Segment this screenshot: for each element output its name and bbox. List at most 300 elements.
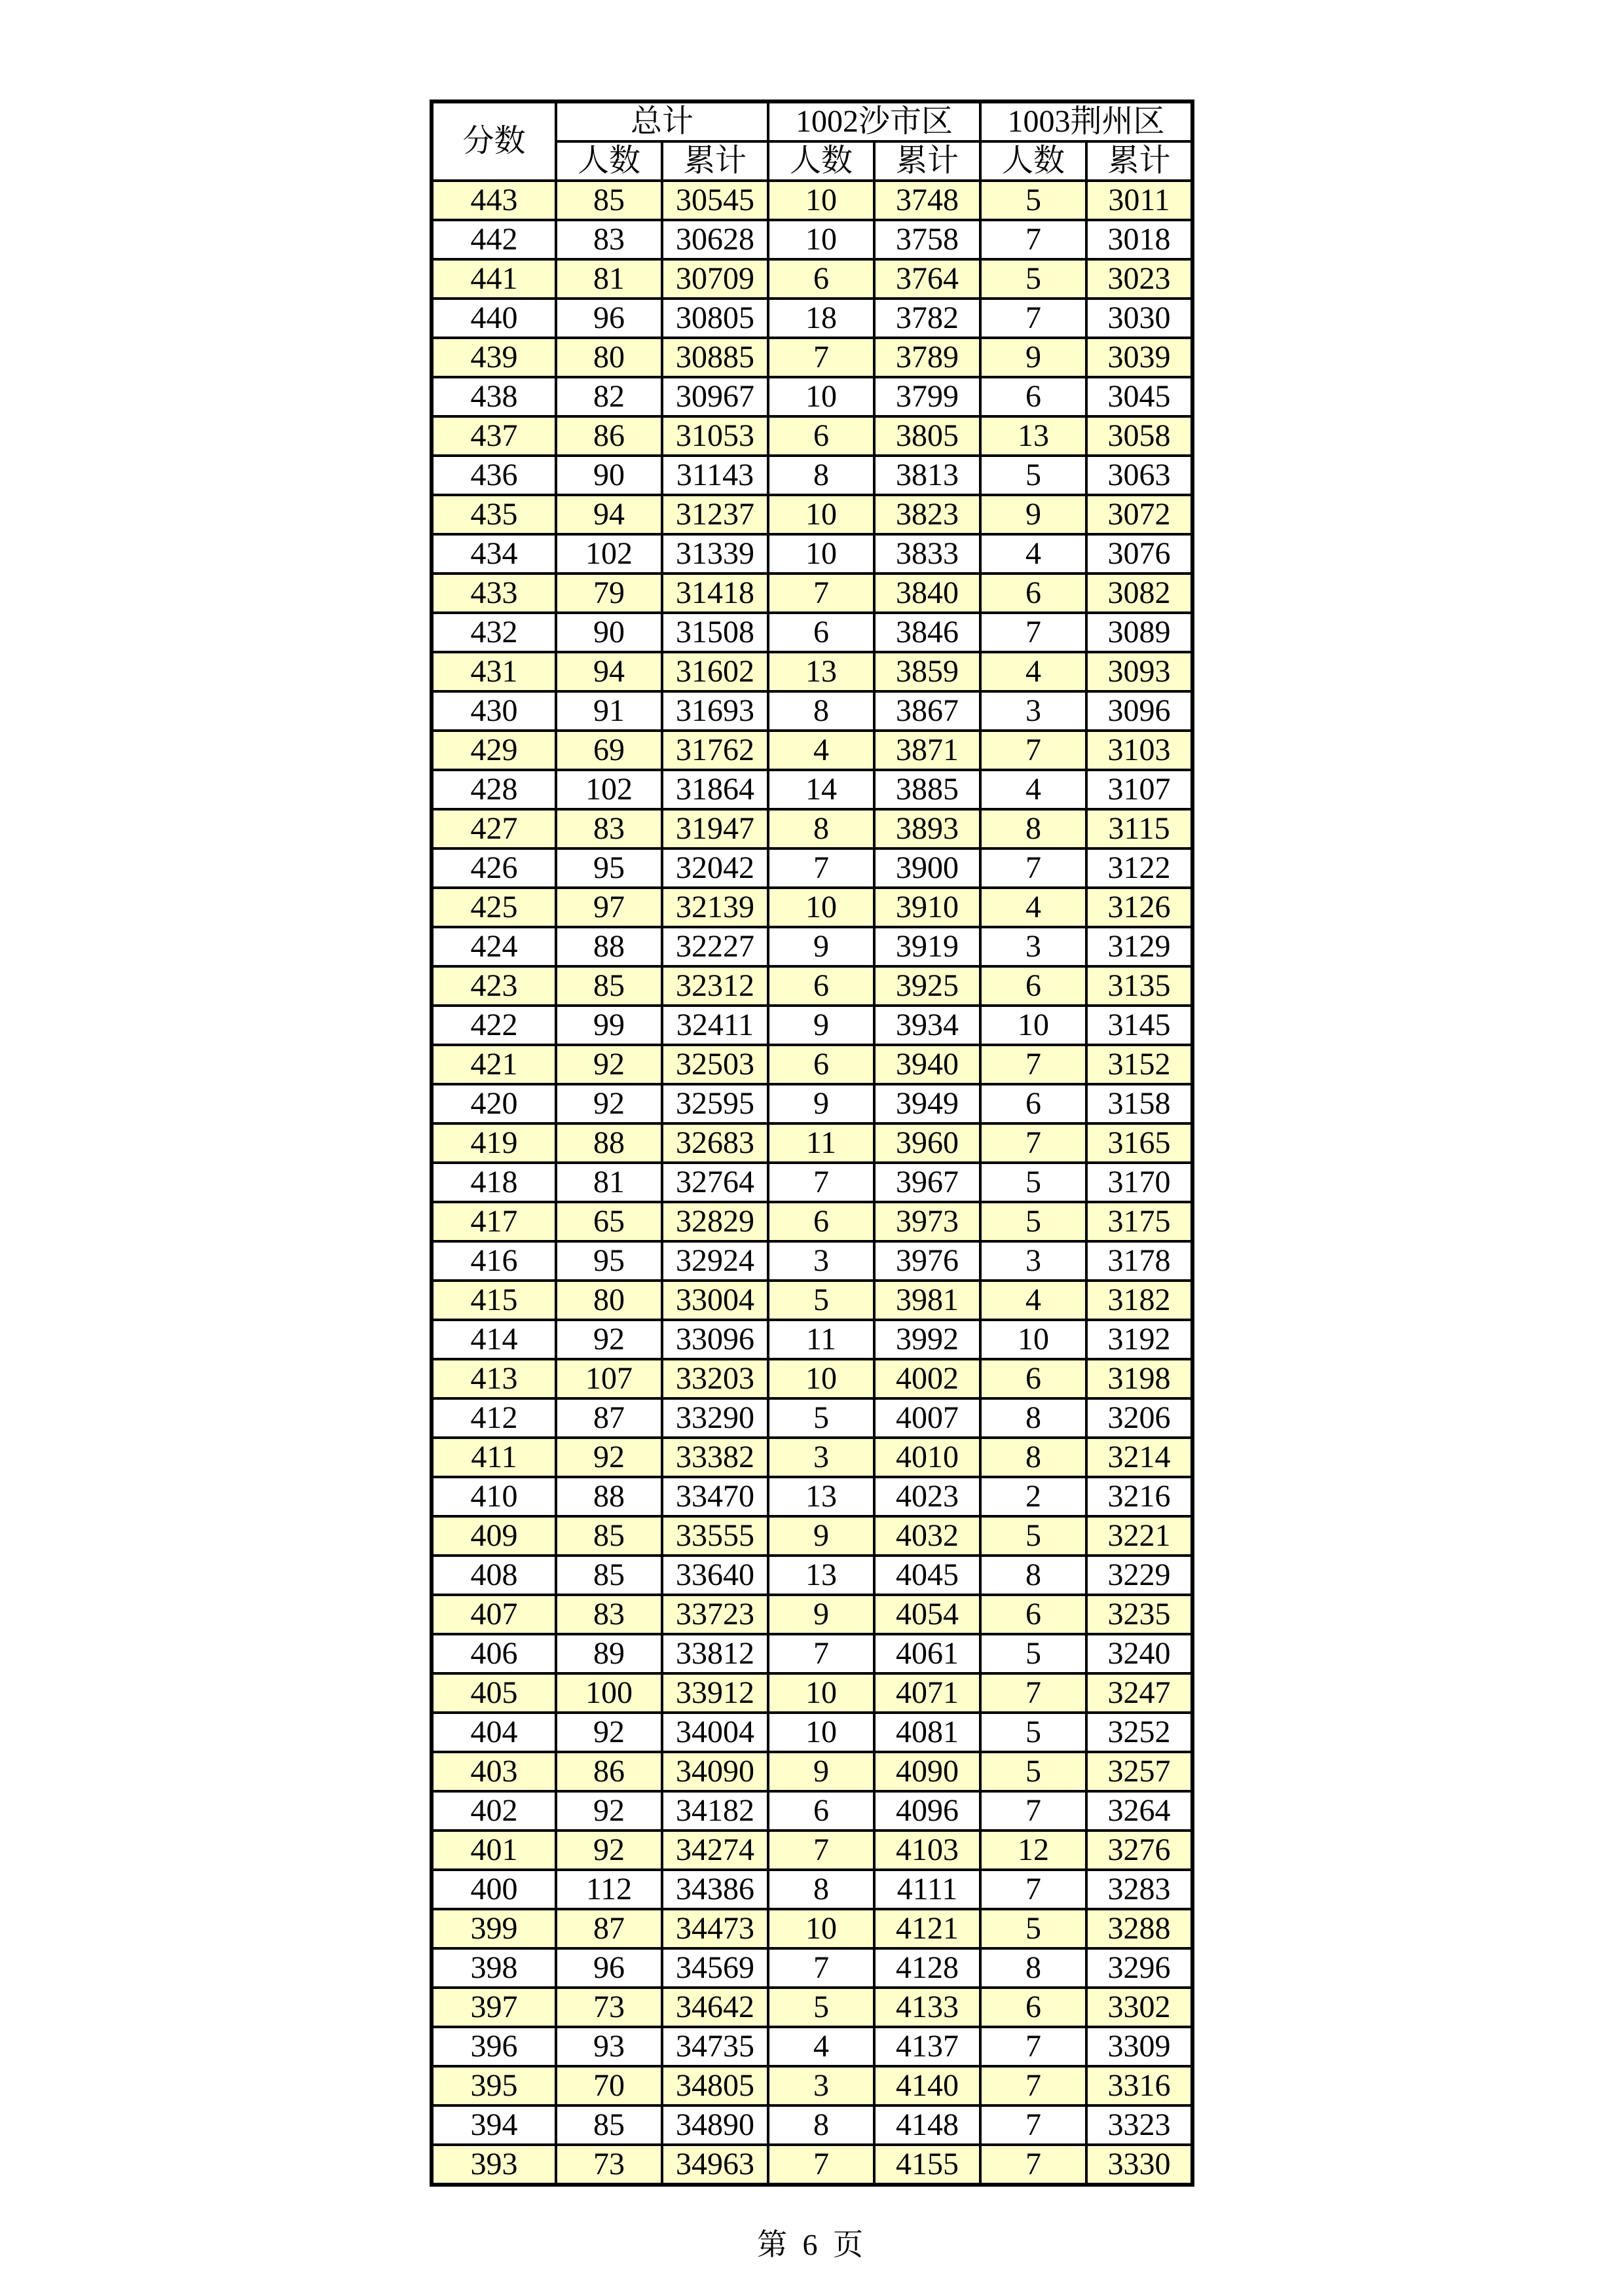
cell-shashi-cumulative: 3846 (874, 613, 980, 652)
cell-jingzhou-cumulative: 3276 (1086, 1831, 1192, 1870)
cell-total-count: 69 (556, 731, 662, 770)
cell-jingzhou-count: 12 (980, 1831, 1086, 1870)
cell-score: 395 (432, 2066, 556, 2105)
table-row (432, 377, 1192, 416)
cell-total-count: 86 (556, 416, 662, 456)
cell-score: 424 (432, 927, 556, 966)
cell-shashi-cumulative: 3748 (874, 181, 980, 220)
cell-score: 397 (432, 1988, 556, 2027)
table-header (432, 101, 1192, 181)
cell-jingzhou-cumulative: 3158 (1086, 1084, 1192, 1123)
cell-score: 405 (432, 1673, 556, 1713)
cell-shashi-count: 13 (768, 652, 874, 691)
cell-shashi-cumulative: 4071 (874, 1673, 980, 1713)
cell-jingzhou-count: 7 (980, 2105, 1086, 2145)
cell-shashi-cumulative: 3799 (874, 377, 980, 416)
cell-jingzhou-count: 5 (980, 1163, 1086, 1202)
cell-shashi-cumulative: 3805 (874, 416, 980, 456)
cell-score: 393 (432, 2145, 556, 2185)
cell-shashi-count: 6 (768, 259, 874, 299)
cell-shashi-count: 13 (768, 1477, 874, 1516)
cell-jingzhou-cumulative: 3072 (1086, 495, 1192, 534)
header-group-jingzhou-district: 1003荆州区 (980, 101, 1192, 141)
cell-score: 415 (432, 1281, 556, 1320)
cell-total-count: 70 (556, 2066, 662, 2105)
cell-score: 439 (432, 338, 556, 377)
cell-jingzhou-count: 7 (980, 848, 1086, 888)
cell-shashi-cumulative: 3840 (874, 574, 980, 613)
cell-jingzhou-count: 7 (980, 1791, 1086, 1831)
cell-total-cumulative: 32227 (662, 927, 768, 966)
cell-score: 402 (432, 1791, 556, 1831)
cell-jingzhou-count: 7 (980, 2027, 1086, 2066)
cell-jingzhou-cumulative: 3323 (1086, 2105, 1192, 2145)
table-row (432, 1006, 1192, 1045)
table-row (432, 220, 1192, 259)
cell-jingzhou-count: 6 (980, 574, 1086, 613)
cell-shashi-count: 10 (768, 888, 874, 927)
cell-shashi-count: 10 (768, 220, 874, 259)
cell-jingzhou-cumulative: 3206 (1086, 1398, 1192, 1438)
cell-total-cumulative: 30805 (662, 299, 768, 338)
cell-shashi-count: 7 (768, 1948, 874, 1988)
cell-jingzhou-count: 5 (980, 259, 1086, 299)
cell-score: 407 (432, 1595, 556, 1634)
cell-shashi-cumulative: 4111 (874, 1870, 980, 1909)
cell-total-cumulative: 34963 (662, 2145, 768, 2185)
cell-score: 428 (432, 770, 556, 809)
cell-shashi-count: 6 (768, 613, 874, 652)
cell-total-count: 88 (556, 1477, 662, 1516)
cell-jingzhou-count: 5 (980, 456, 1086, 495)
cell-jingzhou-count: 6 (980, 966, 1086, 1006)
cell-shashi-cumulative: 3758 (874, 220, 980, 259)
cell-total-cumulative: 34569 (662, 1948, 768, 1988)
cell-shashi-cumulative: 3934 (874, 1006, 980, 1045)
cell-jingzhou-cumulative: 3115 (1086, 809, 1192, 848)
cell-total-count: 85 (556, 181, 662, 220)
table-row (432, 1516, 1192, 1556)
cell-total-cumulative: 34890 (662, 2105, 768, 2145)
table-row (432, 927, 1192, 966)
table-row (432, 848, 1192, 888)
cell-jingzhou-count: 7 (980, 220, 1086, 259)
cell-shashi-cumulative: 3764 (874, 259, 980, 299)
cell-total-count: 112 (556, 1870, 662, 1909)
cell-jingzhou-cumulative: 3192 (1086, 1320, 1192, 1359)
cell-shashi-cumulative: 4010 (874, 1438, 980, 1477)
cell-jingzhou-cumulative: 3175 (1086, 1202, 1192, 1241)
cell-jingzhou-count: 4 (980, 888, 1086, 927)
cell-jingzhou-cumulative: 3082 (1086, 574, 1192, 613)
cell-jingzhou-count: 7 (980, 299, 1086, 338)
cell-jingzhou-count: 7 (980, 613, 1086, 652)
table-row (432, 2066, 1192, 2105)
cell-jingzhou-count: 5 (980, 181, 1086, 220)
cell-shashi-cumulative: 4140 (874, 2066, 980, 2105)
cell-jingzhou-count: 10 (980, 1006, 1086, 1045)
cell-jingzhou-count: 4 (980, 652, 1086, 691)
cell-shashi-count: 9 (768, 1516, 874, 1556)
cell-jingzhou-cumulative: 3096 (1086, 691, 1192, 731)
cell-jingzhou-count: 5 (980, 1909, 1086, 1948)
cell-shashi-count: 6 (768, 1791, 874, 1831)
cell-total-count: 97 (556, 888, 662, 927)
cell-total-cumulative: 32595 (662, 1084, 768, 1123)
cell-jingzhou-cumulative: 3058 (1086, 416, 1192, 456)
table-row (432, 966, 1192, 1006)
header-total-count: 人数 (556, 141, 662, 181)
cell-shashi-count: 10 (768, 181, 874, 220)
cell-score: 420 (432, 1084, 556, 1123)
cell-shashi-count: 3 (768, 2066, 874, 2105)
cell-shashi-cumulative: 3859 (874, 652, 980, 691)
cell-total-count: 83 (556, 220, 662, 259)
cell-total-count: 88 (556, 927, 662, 966)
cell-total-count: 99 (556, 1006, 662, 1045)
table-row (432, 456, 1192, 495)
cell-jingzhou-count: 4 (980, 1281, 1086, 1320)
cell-score: 421 (432, 1045, 556, 1084)
cell-shashi-count: 7 (768, 2145, 874, 2185)
cell-shashi-count: 11 (768, 1320, 874, 1359)
cell-score: 423 (432, 966, 556, 1006)
cell-total-cumulative: 32042 (662, 848, 768, 888)
cell-total-count: 96 (556, 299, 662, 338)
cell-shashi-count: 9 (768, 1595, 874, 1634)
cell-jingzhou-cumulative: 3170 (1086, 1163, 1192, 1202)
table-row (432, 1791, 1192, 1831)
cell-score: 418 (432, 1163, 556, 1202)
cell-total-count: 92 (556, 1084, 662, 1123)
cell-shashi-cumulative: 3981 (874, 1281, 980, 1320)
cell-total-cumulative: 32312 (662, 966, 768, 1006)
cell-score: 432 (432, 613, 556, 652)
cell-total-cumulative: 34473 (662, 1909, 768, 1948)
cell-shashi-cumulative: 3976 (874, 1241, 980, 1281)
cell-total-count: 87 (556, 1909, 662, 1948)
table-row (432, 1595, 1192, 1634)
cell-total-cumulative: 33812 (662, 1634, 768, 1673)
cell-total-cumulative: 30709 (662, 259, 768, 299)
cell-shashi-cumulative: 3960 (874, 1123, 980, 1163)
table-row (432, 1320, 1192, 1359)
cell-jingzhou-count: 7 (980, 1673, 1086, 1713)
cell-score: 398 (432, 1948, 556, 1988)
cell-shashi-cumulative: 3789 (874, 338, 980, 377)
cell-jingzhou-cumulative: 3011 (1086, 181, 1192, 220)
cell-total-count: 94 (556, 495, 662, 534)
cell-total-cumulative: 34274 (662, 1831, 768, 1870)
cell-score: 443 (432, 181, 556, 220)
table-row (432, 1673, 1192, 1713)
cell-total-cumulative: 33096 (662, 1320, 768, 1359)
cell-shashi-cumulative: 3833 (874, 534, 980, 574)
cell-shashi-count: 5 (768, 1398, 874, 1438)
cell-jingzhou-cumulative: 3063 (1086, 456, 1192, 495)
cell-jingzhou-count: 3 (980, 691, 1086, 731)
cell-jingzhou-cumulative: 3198 (1086, 1359, 1192, 1398)
cell-total-cumulative: 34735 (662, 2027, 768, 2066)
cell-shashi-cumulative: 4007 (874, 1398, 980, 1438)
cell-jingzhou-cumulative: 3247 (1086, 1673, 1192, 1713)
cell-score: 433 (432, 574, 556, 613)
cell-jingzhou-cumulative: 3214 (1086, 1438, 1192, 1477)
cell-shashi-cumulative: 4148 (874, 2105, 980, 2145)
header-group-row (432, 101, 1192, 141)
cell-jingzhou-count: 9 (980, 495, 1086, 534)
cell-shashi-count: 5 (768, 1281, 874, 1320)
header-group-total: 总计 (556, 101, 768, 141)
cell-total-cumulative: 31693 (662, 691, 768, 731)
cell-score: 436 (432, 456, 556, 495)
cell-jingzhou-cumulative: 3257 (1086, 1752, 1192, 1791)
cell-shashi-cumulative: 4121 (874, 1909, 980, 1948)
cell-jingzhou-cumulative: 3216 (1086, 1477, 1192, 1516)
cell-shashi-count: 11 (768, 1123, 874, 1163)
cell-total-cumulative: 33290 (662, 1398, 768, 1438)
cell-total-count: 96 (556, 1948, 662, 1988)
cell-shashi-cumulative: 4081 (874, 1713, 980, 1752)
cell-shashi-count: 10 (768, 377, 874, 416)
cell-score: 430 (432, 691, 556, 731)
cell-shashi-count: 8 (768, 809, 874, 848)
table-row (432, 495, 1192, 534)
cell-jingzhou-cumulative: 3093 (1086, 652, 1192, 691)
table-row (432, 1045, 1192, 1084)
cell-jingzhou-count: 8 (980, 1948, 1086, 1988)
cell-total-cumulative: 31602 (662, 652, 768, 691)
cell-total-count: 85 (556, 1556, 662, 1595)
cell-jingzhou-cumulative: 3023 (1086, 259, 1192, 299)
table-row (432, 534, 1192, 574)
cell-shashi-count: 7 (768, 1163, 874, 1202)
cell-total-count: 92 (556, 1438, 662, 1477)
cell-jingzhou-count: 7 (980, 2066, 1086, 2105)
cell-shashi-cumulative: 4023 (874, 1477, 980, 1516)
cell-shashi-cumulative: 3900 (874, 848, 980, 888)
cell-score: 419 (432, 1123, 556, 1163)
cell-score: 412 (432, 1398, 556, 1438)
cell-shashi-count: 6 (768, 416, 874, 456)
cell-shashi-count: 6 (768, 1202, 874, 1241)
cell-total-cumulative: 30885 (662, 338, 768, 377)
cell-total-cumulative: 31143 (662, 456, 768, 495)
table-row (432, 574, 1192, 613)
cell-jingzhou-cumulative: 3252 (1086, 1713, 1192, 1752)
cell-jingzhou-cumulative: 3302 (1086, 1988, 1192, 2027)
cell-total-cumulative: 31418 (662, 574, 768, 613)
cell-shashi-count: 10 (768, 1673, 874, 1713)
cell-total-cumulative: 32764 (662, 1163, 768, 1202)
cell-jingzhou-cumulative: 3264 (1086, 1791, 1192, 1831)
table-row (432, 613, 1192, 652)
header-score: 分数 (432, 101, 556, 181)
cell-shashi-cumulative: 4090 (874, 1752, 980, 1791)
table-row (432, 731, 1192, 770)
header-jingzhou-count: 人数 (980, 141, 1086, 181)
cell-total-cumulative: 31237 (662, 495, 768, 534)
cell-jingzhou-cumulative: 3288 (1086, 1909, 1192, 1948)
cell-score: 409 (432, 1516, 556, 1556)
table-row (432, 181, 1192, 220)
cell-shashi-cumulative: 3919 (874, 927, 980, 966)
cell-score: 396 (432, 2027, 556, 2066)
cell-shashi-cumulative: 3910 (874, 888, 980, 927)
cell-score: 406 (432, 1634, 556, 1673)
page-number: 第 6 页 (757, 2228, 867, 2261)
cell-jingzhou-cumulative: 3152 (1086, 1045, 1192, 1084)
cell-shashi-count: 9 (768, 927, 874, 966)
cell-jingzhou-count: 7 (980, 1045, 1086, 1084)
header-total-cumulative: 累计 (662, 141, 768, 181)
cell-total-count: 87 (556, 1398, 662, 1438)
score-distribution-table (430, 100, 1194, 2187)
cell-shashi-cumulative: 4133 (874, 1988, 980, 2027)
cell-jingzhou-cumulative: 3030 (1086, 299, 1192, 338)
cell-total-cumulative: 34386 (662, 1870, 768, 1909)
cell-score: 399 (432, 1909, 556, 1948)
cell-jingzhou-cumulative: 3039 (1086, 338, 1192, 377)
cell-total-cumulative: 31508 (662, 613, 768, 652)
cell-jingzhou-count: 10 (980, 1320, 1086, 1359)
cell-score: 425 (432, 888, 556, 927)
cell-shashi-count: 8 (768, 2105, 874, 2145)
cell-shashi-count: 10 (768, 1359, 874, 1398)
cell-score: 442 (432, 220, 556, 259)
table-row (432, 1752, 1192, 1791)
cell-shashi-count: 9 (768, 1084, 874, 1123)
cell-jingzhou-cumulative: 3309 (1086, 2027, 1192, 2066)
cell-total-count: 92 (556, 1791, 662, 1831)
cell-jingzhou-cumulative: 3076 (1086, 534, 1192, 574)
cell-total-cumulative: 33555 (662, 1516, 768, 1556)
table-row (432, 1556, 1192, 1595)
header-shashi-cumulative: 累计 (874, 141, 980, 181)
cell-shashi-count: 10 (768, 1909, 874, 1948)
cell-jingzhou-cumulative: 3045 (1086, 377, 1192, 416)
cell-jingzhou-count: 6 (980, 377, 1086, 416)
cell-jingzhou-cumulative: 3221 (1086, 1516, 1192, 1556)
cell-jingzhou-count: 4 (980, 770, 1086, 809)
cell-jingzhou-cumulative: 3018 (1086, 220, 1192, 259)
cell-shashi-count: 7 (768, 338, 874, 377)
table-row (432, 1909, 1192, 1948)
cell-total-count: 92 (556, 1045, 662, 1084)
cell-total-count: 81 (556, 259, 662, 299)
cell-total-count: 86 (556, 1752, 662, 1791)
cell-shashi-count: 6 (768, 966, 874, 1006)
cell-shashi-count: 3 (768, 1241, 874, 1281)
cell-jingzhou-cumulative: 3165 (1086, 1123, 1192, 1163)
cell-total-count: 107 (556, 1359, 662, 1398)
cell-total-count: 95 (556, 1241, 662, 1281)
cell-jingzhou-cumulative: 3182 (1086, 1281, 1192, 1320)
cell-total-cumulative: 34805 (662, 2066, 768, 2105)
cell-total-cumulative: 34004 (662, 1713, 768, 1752)
cell-shashi-count: 4 (768, 2027, 874, 2066)
cell-shashi-cumulative: 3893 (874, 809, 980, 848)
cell-jingzhou-count: 8 (980, 1556, 1086, 1595)
cell-jingzhou-cumulative: 3240 (1086, 1634, 1192, 1673)
cell-total-cumulative: 30545 (662, 181, 768, 220)
cell-total-count: 80 (556, 338, 662, 377)
cell-score: 414 (432, 1320, 556, 1359)
cell-total-cumulative: 33004 (662, 1281, 768, 1320)
cell-shashi-cumulative: 3940 (874, 1045, 980, 1084)
cell-total-count: 90 (556, 613, 662, 652)
table-row (432, 1281, 1192, 1320)
cell-jingzhou-cumulative: 3103 (1086, 731, 1192, 770)
cell-score: 426 (432, 848, 556, 888)
cell-shashi-cumulative: 3992 (874, 1320, 980, 1359)
cell-total-cumulative: 32503 (662, 1045, 768, 1084)
cell-total-count: 90 (556, 456, 662, 495)
cell-total-count: 85 (556, 966, 662, 1006)
cell-total-count: 73 (556, 1988, 662, 2027)
cell-jingzhou-cumulative: 3229 (1086, 1556, 1192, 1595)
cell-jingzhou-cumulative: 3145 (1086, 1006, 1192, 1045)
table-row (432, 1163, 1192, 1202)
cell-total-count: 100 (556, 1673, 662, 1713)
cell-shashi-count: 10 (768, 1713, 874, 1752)
cell-shashi-cumulative: 3885 (874, 770, 980, 809)
table-row (432, 1634, 1192, 1673)
cell-score: 400 (432, 1870, 556, 1909)
cell-total-cumulative: 32829 (662, 1202, 768, 1241)
cell-score: 435 (432, 495, 556, 534)
cell-total-cumulative: 33203 (662, 1359, 768, 1398)
cell-score: 441 (432, 259, 556, 299)
cell-jingzhou-count: 5 (980, 1752, 1086, 1791)
cell-shashi-count: 9 (768, 1752, 874, 1791)
table-row (432, 1477, 1192, 1516)
cell-total-cumulative: 32139 (662, 888, 768, 927)
cell-total-count: 95 (556, 848, 662, 888)
cell-jingzhou-cumulative: 3283 (1086, 1870, 1192, 1909)
table-row (432, 1398, 1192, 1438)
table-row (432, 338, 1192, 377)
table-row (432, 1359, 1192, 1398)
cell-shashi-cumulative: 3867 (874, 691, 980, 731)
cell-jingzhou-count: 6 (980, 1988, 1086, 2027)
cell-shashi-cumulative: 3967 (874, 1163, 980, 1202)
cell-shashi-count: 4 (768, 731, 874, 770)
cell-total-count: 80 (556, 1281, 662, 1320)
cell-total-cumulative: 33640 (662, 1556, 768, 1595)
cell-shashi-count: 13 (768, 1556, 874, 1595)
cell-shashi-count: 10 (768, 495, 874, 534)
cell-shashi-count: 5 (768, 1988, 874, 2027)
table-row (432, 1831, 1192, 1870)
cell-total-cumulative: 34182 (662, 1791, 768, 1831)
table-row (432, 1713, 1192, 1752)
cell-shashi-cumulative: 3782 (874, 299, 980, 338)
cell-total-count: 85 (556, 1516, 662, 1556)
cell-total-cumulative: 32924 (662, 1241, 768, 1281)
table-row (432, 1084, 1192, 1123)
cell-jingzhou-count: 4 (980, 534, 1086, 574)
cell-score: 401 (432, 1831, 556, 1870)
cell-total-count: 91 (556, 691, 662, 731)
cell-shashi-count: 6 (768, 1045, 874, 1084)
cell-jingzhou-count: 8 (980, 809, 1086, 848)
cell-score: 403 (432, 1752, 556, 1791)
cell-score: 431 (432, 652, 556, 691)
cell-shashi-count: 8 (768, 691, 874, 731)
table-row (432, 770, 1192, 809)
cell-score: 413 (432, 1359, 556, 1398)
